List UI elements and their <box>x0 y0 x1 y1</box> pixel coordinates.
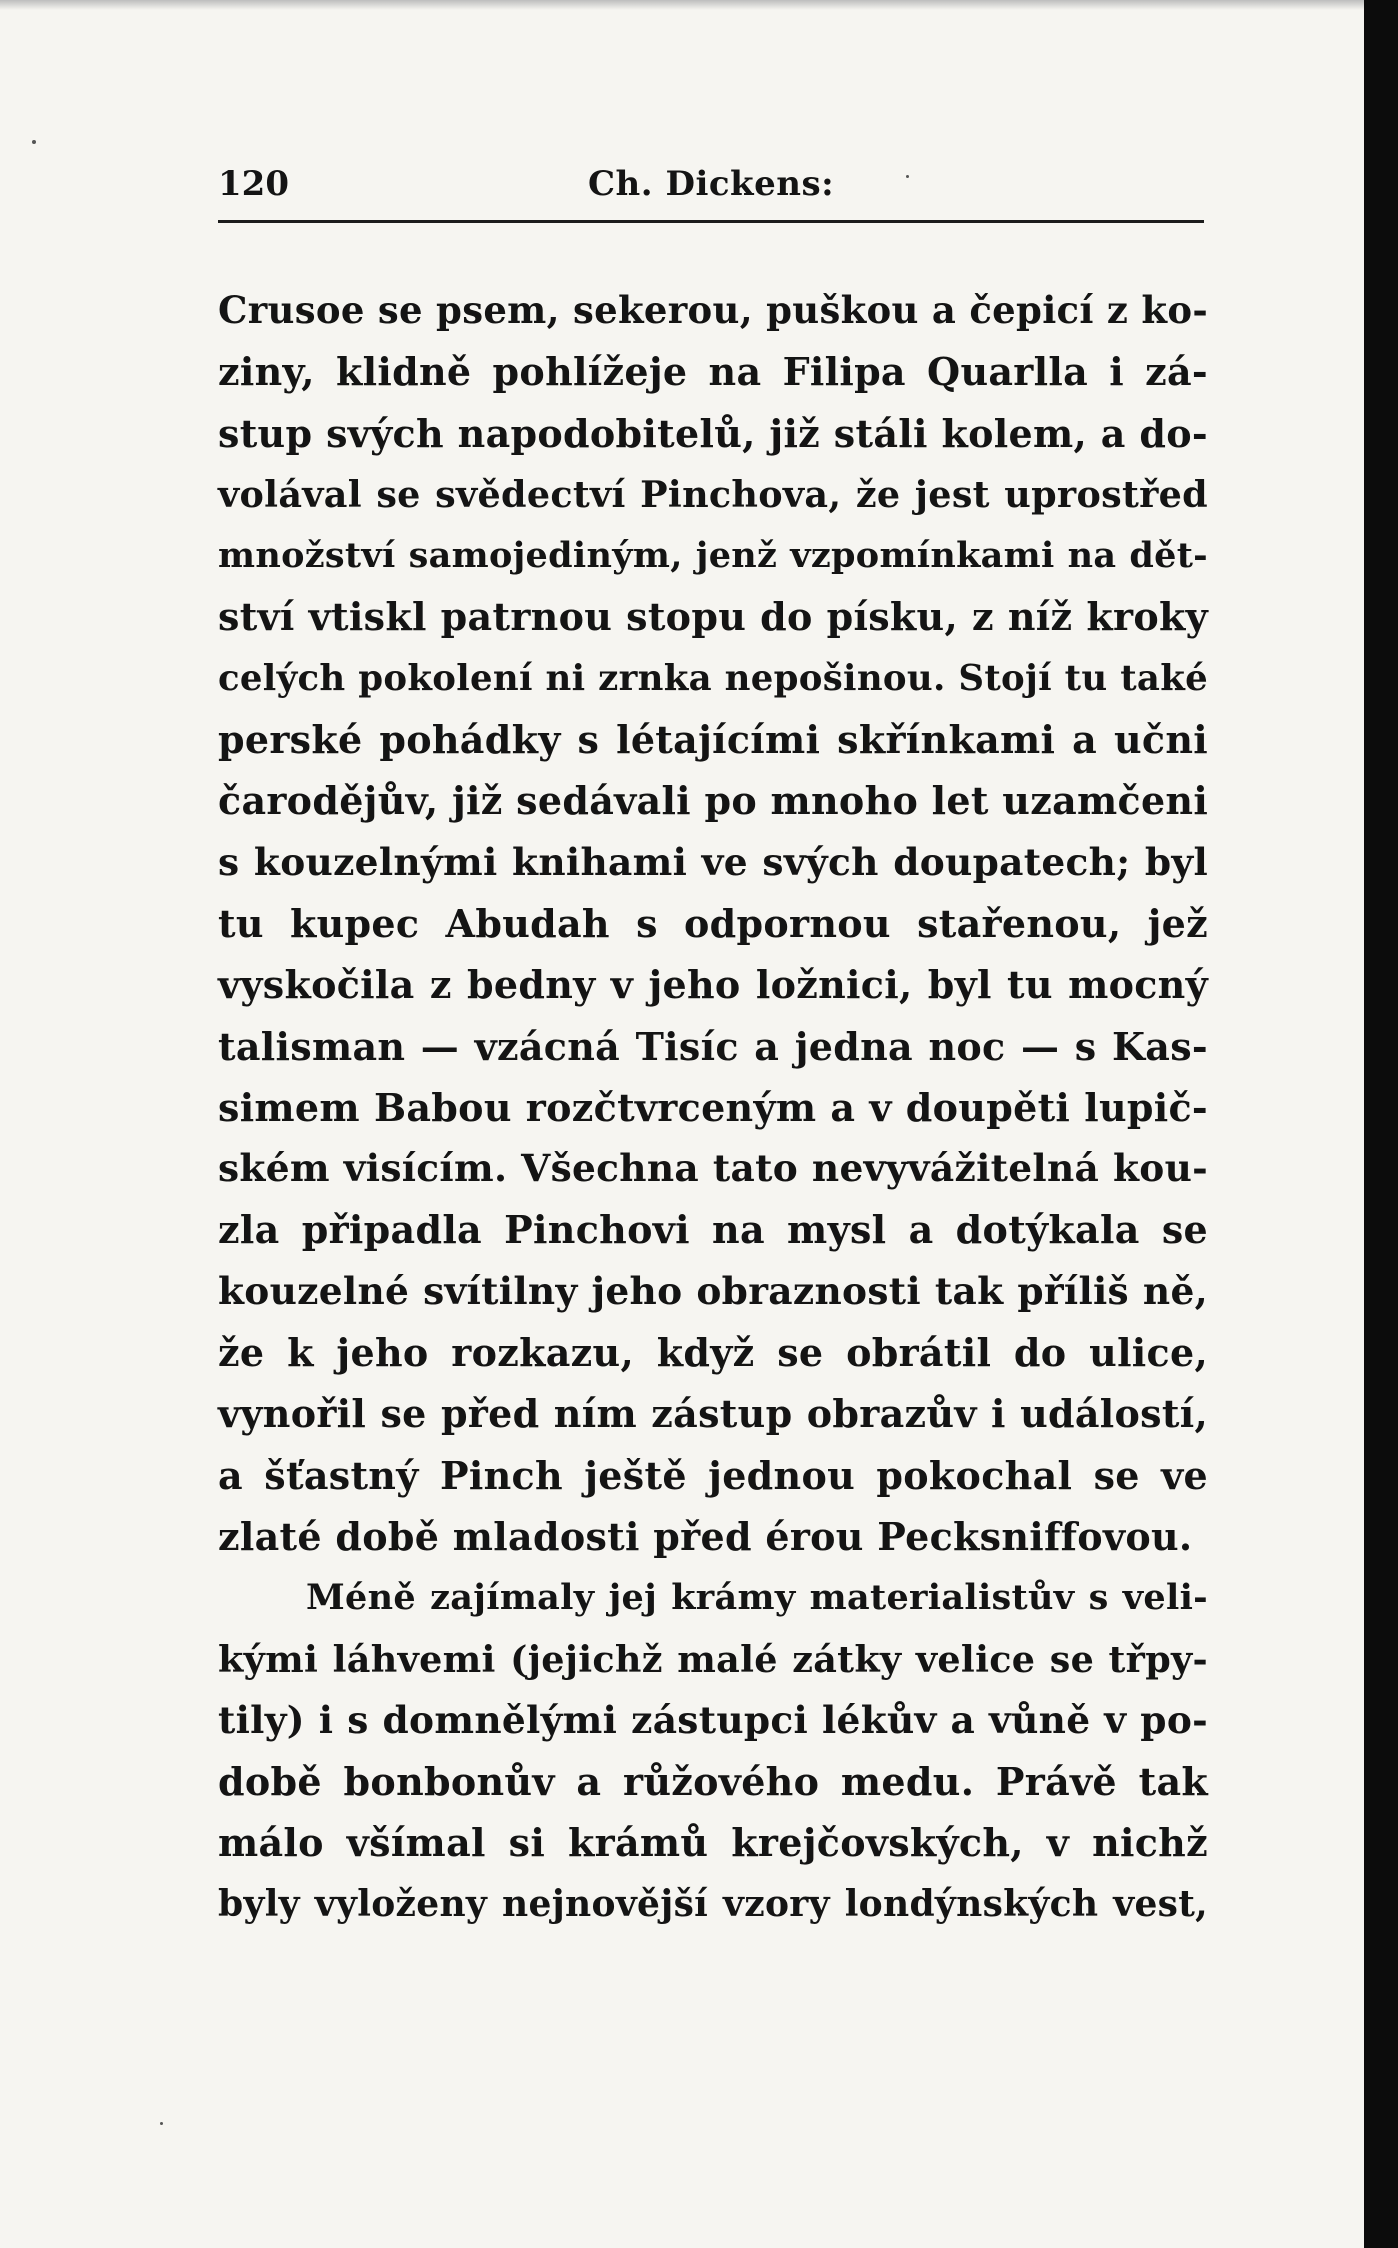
body-text <box>218 280 1208 1935</box>
text-line: málo všímal si krámů krejčovských, v nichž <box>218 1820 1208 1866</box>
text-line: že k jeho rozkazu, když se obrátil do ulice, <box>218 1330 1208 1376</box>
page-top-shadow <box>0 0 1398 10</box>
text-line: s kouzelnými knihami ve svých doupatech; byl <box>218 839 1208 884</box>
text-line: perské pohádky s létajícími skřínkami a učni <box>218 717 1208 763</box>
text-line: talisman — vzácná Tisíc a jedna noc — s Kas- <box>218 1023 1208 1069</box>
text-line-paragraph-start: Méně zajímaly jej krámy materialistův s veli- <box>306 1577 1208 1619</box>
header-rule <box>218 220 1204 223</box>
text-line: kouzelné svítilny jeho obraznosti tak příliš ně, <box>218 1268 1208 1313</box>
text-line: zla připadla Pinchovi na mysl a dotýkala se <box>218 1207 1208 1253</box>
text-line: vyskočila z bedny v jeho ložnici, byl tu mocný <box>218 962 1208 1008</box>
text-line: kými láhvemi (jejichž malé zátky velice se třpy- <box>218 1637 1208 1681</box>
text-line: stup svých napodobitelů, již stáli kolem, a do- <box>218 410 1208 456</box>
text-line: zlaté době mladosti před érou Pecksniffovou. <box>218 1513 1193 1559</box>
page-number: 120 <box>218 164 289 204</box>
text-line: čarodějův, již sedávali po mnoho let uzamčeni <box>218 778 1209 824</box>
text-line: tily) i s domnělými zástupci lékův a vůně v po- <box>218 1697 1208 1742</box>
paper-speck <box>160 2122 163 2125</box>
text-line: simem Babou rozčtvrceným a v doupěti lupič- <box>218 1084 1208 1130</box>
text-line: Crusoe se psem, sekerou, puškou a čepicí z ko- <box>218 288 1208 332</box>
text-line: době bonbonův a růžového medu. Právě tak <box>218 1759 1208 1805</box>
text-line: byly vyloženy nejnovější vzory londýnských vest, <box>218 1882 1208 1925</box>
page-right-edge <box>1364 0 1398 2248</box>
page-header <box>218 160 1204 208</box>
text-line: tu kupec Abudah s odpornou stařenou, jež <box>218 900 1208 946</box>
text-line: vynořil se před ním zástup obrazův i událostí, <box>218 1391 1208 1437</box>
running-head: Ch. Dickens: <box>588 164 835 204</box>
text-line: volával se svědectví Pinchova, že jest uprostřed <box>218 472 1208 516</box>
text-line: a šťastný Pinch ještě jednou pokochal se ve <box>218 1452 1208 1498</box>
text-line: ském visícím. Všechna tato nevyvážitelná kou- <box>218 1146 1208 1191</box>
text-line: celých pokolení ni zrnka nepošinou. Stojí tu také <box>218 657 1208 699</box>
text-line: ství vtiskl patrnou stopu do písku, z níž kroky <box>218 594 1208 640</box>
text-line: množství samojediným, jenž vzpomínkami na dět- <box>218 535 1208 577</box>
text-line: ziny, klidně pohlížeje na Filipa Quarlla i zá- <box>218 349 1208 395</box>
paper-speck <box>32 140 36 144</box>
